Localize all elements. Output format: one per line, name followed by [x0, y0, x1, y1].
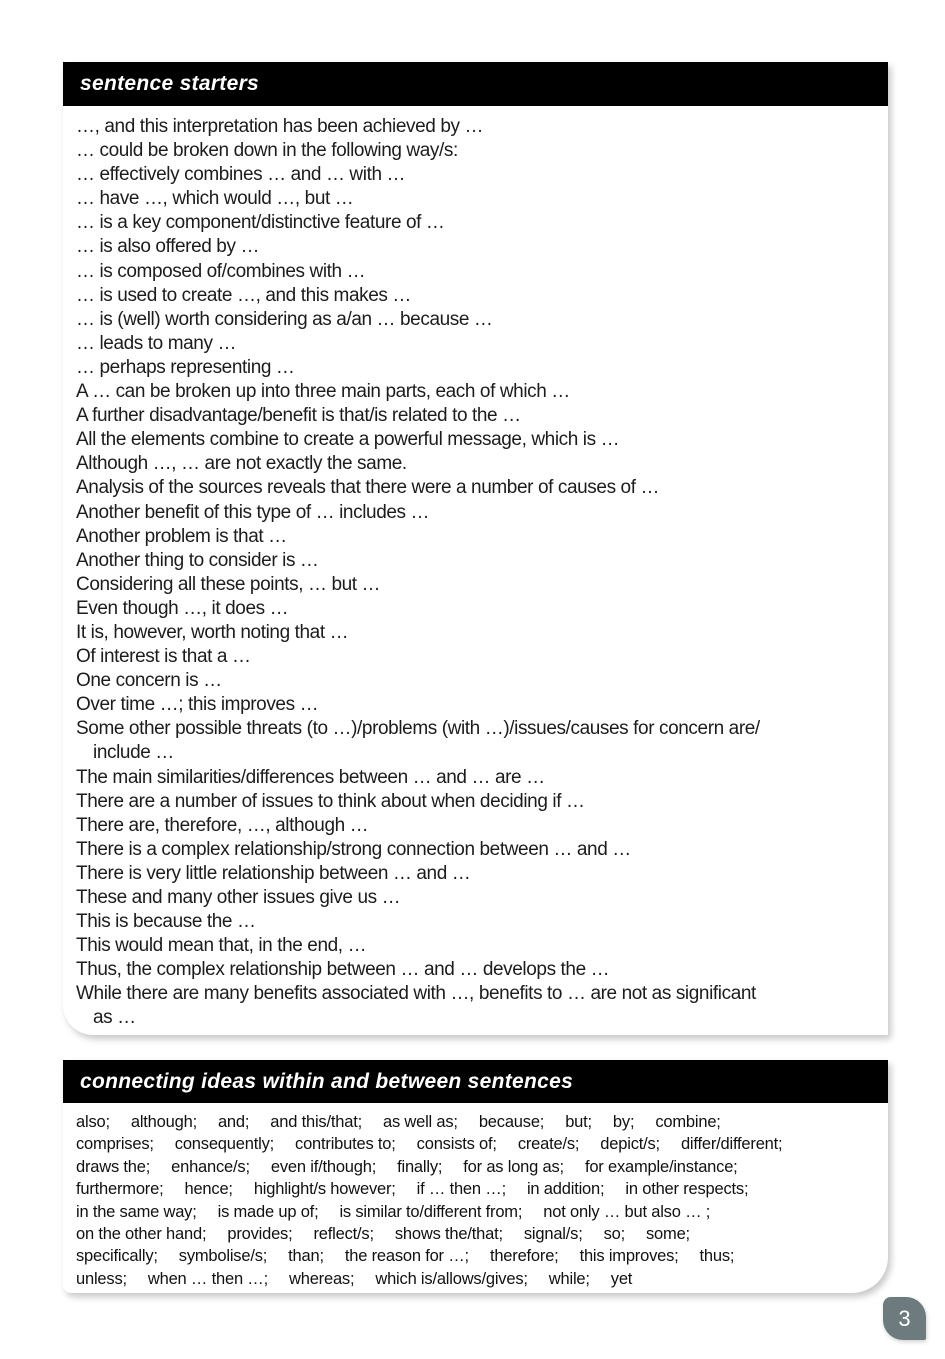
connecting-term: reflect/s; [313, 1225, 374, 1244]
sentence-starter-line: One concern is … [76, 670, 222, 692]
sentence-starter-line: Over time …; this improves … [76, 694, 319, 716]
connecting-term: finally; [397, 1157, 443, 1176]
connecting-term: than; [288, 1247, 324, 1266]
sentence-starter-line: Another problem is that … [76, 525, 287, 547]
sentence-starter-line: Some other possible threats (to …)/problems (with …)/issues/causes for concern are/ [76, 718, 760, 740]
connecting-term: and; [217, 1113, 250, 1131]
connecting-words-list [63, 1103, 888, 1290]
connecting-term: create/s; [517, 1135, 580, 1154]
sentence-starter-line: A further disadvantage/benefit is that/is related to the … [76, 405, 521, 427]
connecting-term: if … then …; [416, 1180, 506, 1199]
sentence-starter-line: Analysis of the sources reveals that there were a number of causes of … [76, 477, 660, 499]
sentence-starter-line: There is a complex relationship/strong connection between … and … [76, 838, 631, 860]
sentence-starter-line: …, and this interpretation has been achieved by … [76, 116, 484, 137]
connecting-term: unless; [76, 1269, 127, 1288]
connecting-term: because; [478, 1113, 545, 1131]
connecting-term: furthermore; [76, 1180, 164, 1199]
connecting-term: highlight/s however; [253, 1180, 396, 1199]
sentence-starter-line: There are, therefore, …, although … [76, 814, 369, 836]
sentence-starter-line: Of interest is that a … [76, 646, 251, 668]
connecting-term: combine; [655, 1113, 721, 1131]
connecting-term: some; [646, 1225, 690, 1244]
sentence-starter-line: include … [93, 742, 174, 764]
sentence-starters-header [63, 62, 888, 106]
sentence-starter-line: … is (well) worth considering as a/an … because … [76, 308, 493, 330]
sentence-starter-line: … have …, which would …, but … [76, 188, 354, 210]
connecting-term: differ/different; [680, 1135, 783, 1154]
connecting-term: for example/instance; [584, 1157, 738, 1176]
sentence-starter-line: Even though …, it does … [76, 597, 289, 619]
connecting-term: in other respects; [625, 1180, 749, 1199]
sentence-starter-line: … is also offered by … [76, 236, 260, 258]
connecting-term: whereas; [289, 1269, 355, 1288]
sentence-starter-line: This is because the … [76, 911, 256, 933]
connecting-ideas-title: connecting ideas within and between sentences [80, 1069, 574, 1093]
connecting-term: while; [548, 1269, 590, 1288]
connecting-term: not only … but also … ; [543, 1202, 711, 1221]
connecting-term: which is/allows/gives; [375, 1269, 528, 1288]
connecting-term: by; [612, 1113, 635, 1131]
sentence-starter-line: There is very little relationship between … and … [76, 862, 471, 884]
connecting-words-row [76, 1178, 874, 1200]
sentence-starter-line: Considering all these points, … but … [76, 573, 381, 595]
sentence-starter-line: … leads to many … [76, 332, 237, 354]
connecting-term: in addition; [526, 1180, 605, 1199]
connecting-term: is made up of; [217, 1202, 319, 1221]
sentence-starter-line: There are a number of issues to think about when deciding if … [76, 790, 585, 812]
page-number-badge [883, 1297, 926, 1340]
sentence-starter-line: While there are many benefits associated with …, benefits to … are not as significant [76, 983, 756, 1005]
connecting-term: thus; [699, 1247, 735, 1266]
sentence-starter-line: … perhaps representing … [76, 356, 295, 378]
connecting-term: depict/s; [600, 1135, 660, 1154]
sentence-starter-line: … is composed of/combines with … [76, 260, 366, 282]
connecting-term: shows the/that; [394, 1225, 503, 1244]
connecting-term: on the other hand; [76, 1225, 207, 1244]
connecting-term: so; [603, 1225, 625, 1244]
connecting-term: symbolise/s; [178, 1247, 268, 1266]
sentence-starter-line: Although …, … are not exactly the same. [76, 453, 407, 475]
sentence-starter-line: This would mean that, in the end, … [76, 935, 367, 957]
connecting-ideas-section [63, 1060, 888, 1293]
connecting-term: signal/s; [523, 1225, 583, 1244]
connecting-words-row [76, 1201, 874, 1223]
connecting-term: in the same way; [76, 1202, 197, 1221]
sentence-starter-line: All the elements combine to create a powerful message, which is … [76, 429, 620, 451]
connecting-term: the reason for …; [344, 1247, 469, 1266]
sentence-starter-line: The main similarities/differences between … and … are … [76, 766, 545, 788]
connecting-term: yet [610, 1269, 633, 1288]
connecting-term: also; [76, 1113, 110, 1131]
sentence-starters-title: sentence starters [80, 72, 260, 95]
sentence-starter-line: These and many other issues give us … [76, 887, 401, 908]
connecting-words-row [76, 1111, 874, 1133]
sentence-starter-line: Thus, the complex relationship between … and … develops the … [76, 959, 610, 981]
sentence-starter-line: Another benefit of this type of … includes … [76, 501, 430, 523]
connecting-term: even if/though; [270, 1157, 377, 1176]
connecting-term: this improves; [579, 1247, 679, 1266]
sentence-starter-line: … is used to create …, and this makes … [76, 284, 411, 306]
connecting-term: hence; [184, 1180, 233, 1199]
sentence-starter-line: Another thing to consider is … [76, 549, 319, 571]
connecting-words-row [76, 1245, 874, 1267]
connecting-term: and this/that; [270, 1113, 362, 1131]
connecting-words-row [76, 1223, 874, 1245]
page-number: 3 [898, 1305, 911, 1331]
connecting-term: therefore; [489, 1247, 559, 1266]
connecting-words-row [76, 1268, 874, 1290]
sentence-starter-line: … is a key component/distinctive feature of … [76, 212, 445, 234]
sentence-starters-list [63, 106, 888, 1031]
connecting-term: provides; [227, 1225, 293, 1244]
connecting-term: when … then …; [147, 1269, 268, 1288]
sentence-starter-line: as … [93, 1007, 136, 1029]
connecting-term: although; [130, 1113, 197, 1131]
connecting-term: as well as; [382, 1113, 458, 1131]
connecting-term: comprises; [76, 1135, 154, 1154]
connecting-term: consequently; [174, 1135, 275, 1154]
connecting-words-row [76, 1156, 874, 1178]
connecting-term: for as long as; [463, 1157, 564, 1176]
connecting-term: enhance/s; [171, 1157, 250, 1176]
sentence-starters-section [63, 62, 888, 1035]
sentence-starter-line: … effectively combines … and … with … [76, 164, 406, 186]
connecting-words-row [76, 1133, 874, 1155]
connecting-term: is similar to/different from; [339, 1202, 523, 1221]
connecting-term: draws the; [76, 1157, 151, 1176]
sentence-starter-line: A … can be broken up into three main parts, each of which … [76, 381, 570, 403]
connecting-ideas-header [63, 1060, 888, 1103]
connecting-term: consists of; [416, 1135, 497, 1154]
sentence-starter-line: It is, however, worth noting that … [76, 621, 349, 643]
connecting-term: contributes to; [295, 1135, 396, 1154]
connecting-term: specifically; [76, 1247, 158, 1266]
connecting-term: but; [565, 1113, 592, 1131]
sentence-starter-line: … could be broken down in the following way/s: [76, 140, 458, 162]
